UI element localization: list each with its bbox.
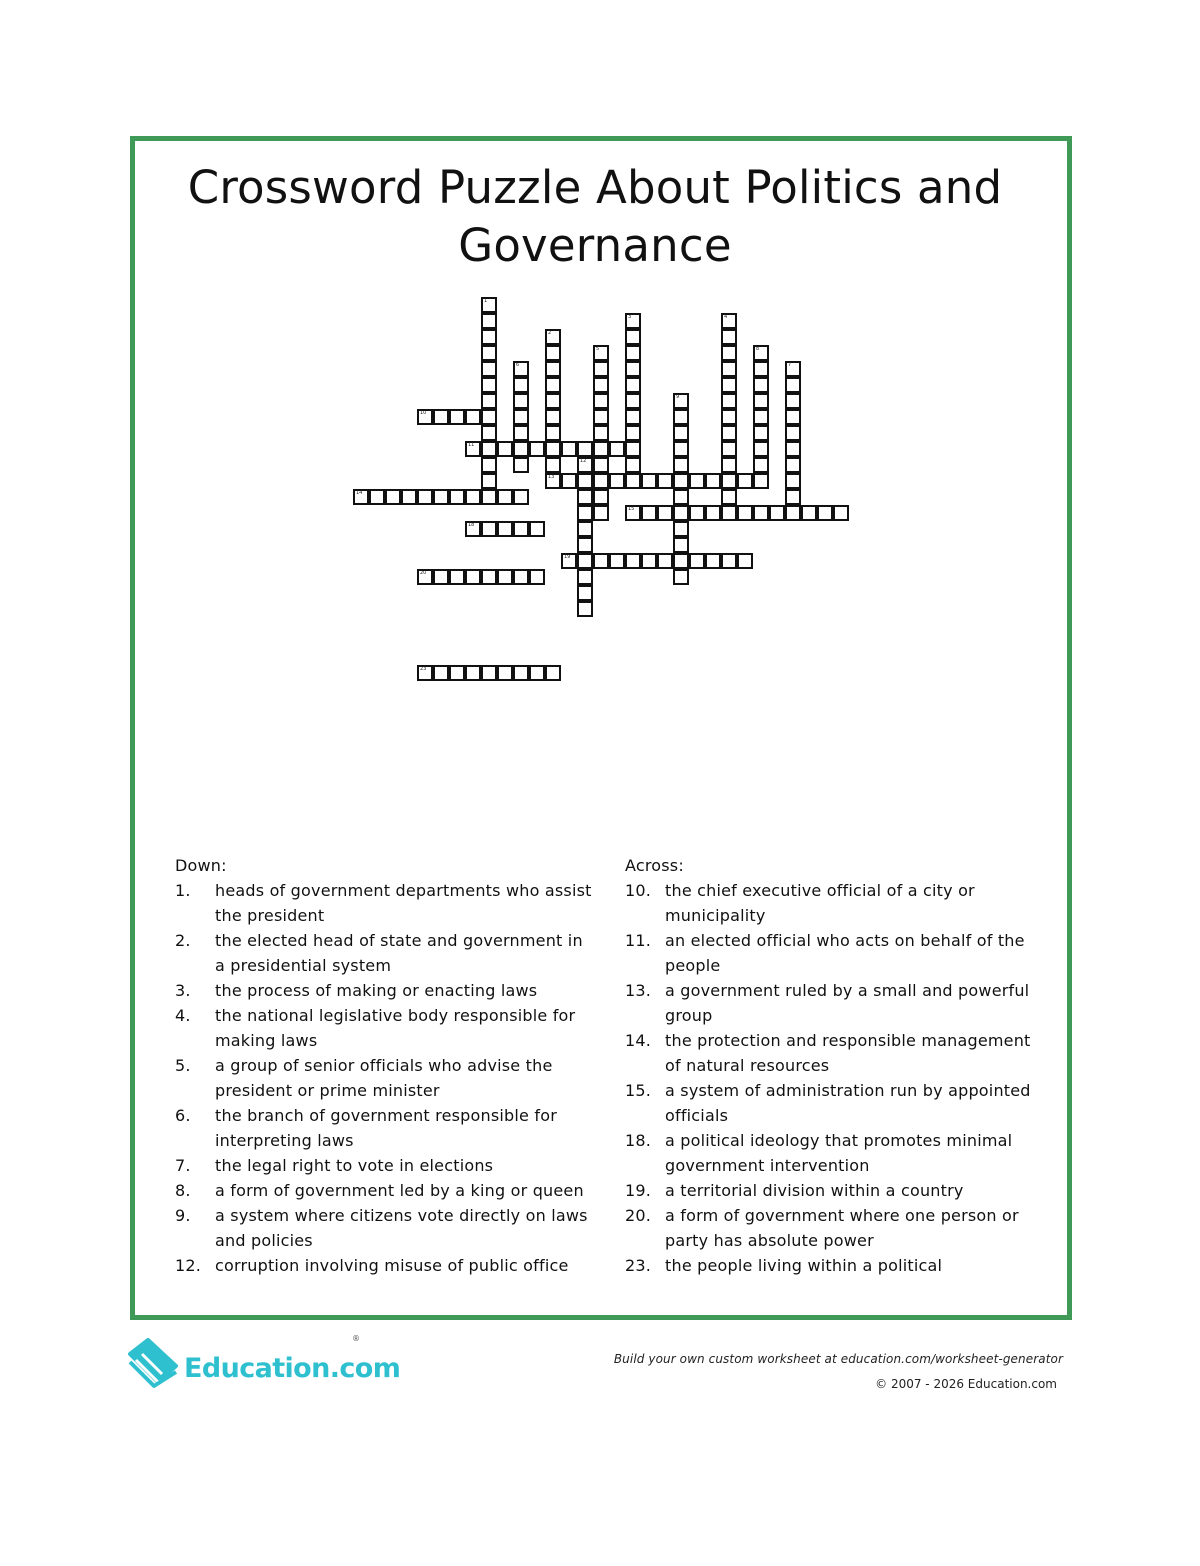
crossword-cell[interactable] [529, 521, 545, 537]
down-clue-list [175, 878, 595, 1278]
cell-number: 13 [548, 474, 555, 480]
crossword-cell[interactable] [593, 345, 609, 361]
crossword-cell[interactable] [721, 553, 737, 569]
clue-number: 6. [175, 1106, 191, 1125]
crossword-cell[interactable] [673, 569, 689, 585]
crossword-cell[interactable] [353, 489, 369, 505]
crossword-cell[interactable] [609, 553, 625, 569]
crossword-cell[interactable] [753, 505, 769, 521]
crossword-cell[interactable] [545, 409, 561, 425]
crossword-cell[interactable] [593, 377, 609, 393]
crossword-cell[interactable] [737, 553, 753, 569]
crossword-cell[interactable] [369, 489, 385, 505]
clue-item [175, 928, 595, 978]
crossword-cell[interactable] [801, 505, 817, 521]
cell-number: 11 [468, 442, 475, 448]
crossword-cell[interactable] [561, 553, 577, 569]
crossword-cell[interactable] [577, 521, 593, 537]
crossword-cell[interactable] [593, 441, 609, 457]
clue-item [175, 1253, 595, 1278]
crossword-cell[interactable] [545, 425, 561, 441]
crossword-cell[interactable] [721, 329, 737, 345]
crossword-cell[interactable] [481, 329, 497, 345]
crossword-cell[interactable] [721, 393, 737, 409]
clue-number: 11. [625, 931, 652, 950]
crossword-cell[interactable] [833, 505, 849, 521]
crossword-cell[interactable] [465, 665, 481, 681]
clue-item [175, 1103, 595, 1153]
crossword-cell[interactable] [721, 457, 737, 473]
crossword-cell[interactable] [481, 473, 497, 489]
crossword-cell[interactable] [721, 345, 737, 361]
crossword-cell[interactable] [625, 329, 641, 345]
clue-text: a government ruled by a small and powerful group [665, 981, 1030, 1025]
crossword-cell[interactable] [705, 473, 721, 489]
crossword-cell[interactable] [385, 489, 401, 505]
crossword-cell[interactable] [497, 665, 513, 681]
clue-text: an elected official who acts on behalf of the people [665, 931, 1025, 975]
crossword-cell[interactable] [673, 409, 689, 425]
clue-number: 18. [625, 1131, 652, 1150]
clue-text: a system of administration run by appointed officials [665, 1081, 1031, 1125]
crossword-cell[interactable] [481, 313, 497, 329]
crossword-cell[interactable] [545, 441, 561, 457]
crossword-cell[interactable] [785, 377, 801, 393]
crossword-cell[interactable] [753, 409, 769, 425]
clue-text: a territorial division within a country [665, 1181, 964, 1200]
crossword-cell[interactable] [449, 665, 465, 681]
crossword-cell[interactable] [481, 521, 497, 537]
crossword-cell[interactable] [577, 585, 593, 601]
cell-number: 3 [628, 314, 632, 320]
crossword-cell[interactable] [785, 409, 801, 425]
clue-item [625, 1028, 1050, 1078]
crossword-cell[interactable] [673, 441, 689, 457]
crossword-cell[interactable] [753, 425, 769, 441]
crossword-cell[interactable] [641, 473, 657, 489]
crossword-cell[interactable] [481, 377, 497, 393]
clue-number: 19. [625, 1181, 652, 1200]
cell-number: 18 [468, 522, 475, 528]
clue-item [175, 1178, 595, 1203]
clue-item [175, 878, 595, 928]
clue-text: a system where citizens vote directly on laws and policies [215, 1206, 588, 1250]
clue-text: the chief executive official of a city or municipality [665, 881, 975, 925]
crossword-cell[interactable] [497, 569, 513, 585]
crossword-cell[interactable] [785, 441, 801, 457]
crossword-cell[interactable] [785, 393, 801, 409]
clue-item [175, 1003, 595, 1053]
crossword-cell[interactable] [545, 457, 561, 473]
crossword-cell[interactable] [593, 553, 609, 569]
across-heading: Across: [625, 856, 684, 875]
cell-number: 12 [580, 458, 587, 464]
clue-item [625, 1253, 1050, 1278]
crossword-cell[interactable] [561, 473, 577, 489]
cell-number: 23 [420, 666, 427, 672]
crossword-cell[interactable] [481, 441, 497, 457]
crossword-cell[interactable] [545, 345, 561, 361]
across-clue-list [625, 878, 1050, 1278]
crossword-cell[interactable] [625, 409, 641, 425]
crossword-cell[interactable] [513, 457, 529, 473]
cell-number: 19 [564, 554, 571, 560]
crossword-cell[interactable] [785, 489, 801, 505]
crossword-cell[interactable] [817, 505, 833, 521]
crossword-cell[interactable] [497, 489, 513, 505]
clue-number: 4. [175, 1006, 191, 1025]
crossword-cell[interactable] [721, 377, 737, 393]
clue-text: the people living within a political [665, 1256, 943, 1275]
clue-text: the legal right to vote in elections [215, 1156, 494, 1175]
crossword-cell[interactable] [497, 521, 513, 537]
crossword-cell[interactable] [481, 489, 497, 505]
crossword-cell[interactable] [721, 425, 737, 441]
crossword-cell[interactable] [753, 361, 769, 377]
crossword-cell[interactable] [689, 473, 705, 489]
cell-number: 5 [596, 346, 600, 352]
clue-item [175, 978, 595, 1003]
crossword-cell[interactable] [465, 489, 481, 505]
crossword-cell[interactable] [657, 553, 673, 569]
crossword-cell[interactable] [545, 665, 561, 681]
crossword-cell[interactable] [673, 393, 689, 409]
clue-item [625, 878, 1050, 928]
cell-number: 7 [788, 362, 792, 368]
crossword-cell[interactable] [577, 601, 593, 617]
clue-item [175, 1203, 595, 1253]
education-logo-icon [126, 1336, 182, 1392]
crossword-cell[interactable] [609, 441, 625, 457]
cell-number: 1 [484, 298, 488, 304]
crossword-cell[interactable] [513, 489, 529, 505]
crossword-cell[interactable] [465, 409, 481, 425]
crossword-cell[interactable] [513, 521, 529, 537]
crossword-cell[interactable] [657, 505, 673, 521]
crossword-cell[interactable] [577, 489, 593, 505]
clue-item [625, 1128, 1050, 1178]
crossword-cell[interactable] [753, 473, 769, 489]
crossword-cell[interactable] [417, 409, 433, 425]
clue-number: 23. [625, 1256, 652, 1275]
crossword-cell[interactable] [689, 505, 705, 521]
clue-number: 13. [625, 981, 652, 1000]
crossword-cell[interactable] [481, 569, 497, 585]
crossword-cell[interactable] [625, 425, 641, 441]
clue-text: a form of government where one person or party has absolute power [665, 1206, 1019, 1250]
crossword-cell[interactable] [577, 473, 593, 489]
crossword-cell[interactable] [593, 393, 609, 409]
clue-item [625, 1203, 1050, 1253]
cell-number: 20 [420, 570, 427, 576]
crossword-cell[interactable] [545, 393, 561, 409]
crossword-cell[interactable] [625, 457, 641, 473]
crossword-cell[interactable] [753, 441, 769, 457]
crossword-cell[interactable] [513, 665, 529, 681]
clue-item [625, 928, 1050, 978]
down-heading: Down: [175, 856, 227, 875]
crossword-cell[interactable] [705, 553, 721, 569]
clue-text: heads of government departments who assist the president [215, 881, 592, 925]
clue-item [625, 978, 1050, 1028]
crossword-cell[interactable] [593, 425, 609, 441]
crossword-cell[interactable] [417, 569, 433, 585]
crossword-cell[interactable] [529, 441, 545, 457]
crossword-cell[interactable] [481, 345, 497, 361]
crossword-cell[interactable] [481, 297, 497, 313]
crossword-cell[interactable] [625, 313, 641, 329]
crossword-cell[interactable] [673, 473, 689, 489]
crossword-cell[interactable] [577, 457, 593, 473]
down-clues [175, 853, 595, 1278]
crossword-cell[interactable] [721, 505, 737, 521]
crossword-cell[interactable] [625, 393, 641, 409]
crossword-cell[interactable] [673, 457, 689, 473]
logo-text: Education.com [184, 1353, 401, 1384]
crossword-cell[interactable] [417, 665, 433, 681]
crossword-cell[interactable] [641, 505, 657, 521]
crossword-cell[interactable] [625, 345, 641, 361]
crossword-cell[interactable] [625, 361, 641, 377]
crossword-cell[interactable] [481, 409, 497, 425]
crossword-cell[interactable] [593, 473, 609, 489]
crossword-cell[interactable] [705, 505, 721, 521]
clue-number: 12. [175, 1256, 202, 1275]
worksheet-frame [130, 136, 1072, 1320]
crossword-cell[interactable] [625, 505, 641, 521]
crossword-cell[interactable] [721, 409, 737, 425]
clue-number: 5. [175, 1056, 191, 1075]
crossword-cell[interactable] [721, 473, 737, 489]
cell-number: 9 [676, 394, 680, 400]
crossword-cell[interactable] [481, 425, 497, 441]
clue-text: corruption involving misuse of public office [215, 1256, 569, 1275]
clue-number: 2. [175, 931, 191, 950]
cell-number: 2 [548, 330, 552, 336]
crossword-cell[interactable] [673, 521, 689, 537]
crossword-cell[interactable] [785, 361, 801, 377]
crossword-cell[interactable] [785, 425, 801, 441]
crossword-cell[interactable] [449, 489, 465, 505]
clue-text: the national legislative body responsible for making laws [215, 1006, 576, 1050]
crossword-cell[interactable] [545, 361, 561, 377]
cell-number: 10 [420, 410, 427, 416]
crossword-cell[interactable] [625, 441, 641, 457]
clue-item [175, 1153, 595, 1178]
crossword-cell[interactable] [721, 441, 737, 457]
crossword-cell[interactable] [753, 345, 769, 361]
crossword-cell[interactable] [401, 489, 417, 505]
crossword-cell[interactable] [625, 473, 641, 489]
crossword-cell[interactable] [593, 361, 609, 377]
crossword-cell[interactable] [657, 473, 673, 489]
clue-item [625, 1178, 1050, 1203]
clue-text: the elected head of state and government in a presidential system [215, 931, 583, 975]
crossword-cell[interactable] [593, 409, 609, 425]
cell-number: 8 [756, 346, 760, 352]
crossword-cell[interactable] [529, 665, 545, 681]
across-clues [625, 853, 1050, 1278]
crossword-cell[interactable] [785, 505, 801, 521]
crossword-cell[interactable] [737, 473, 753, 489]
crossword-cell[interactable] [433, 489, 449, 505]
crossword-cell[interactable] [625, 377, 641, 393]
crossword-cell[interactable] [433, 665, 449, 681]
crossword-cell[interactable] [625, 553, 641, 569]
clue-number: 20. [625, 1206, 652, 1225]
crossword-cell[interactable] [513, 377, 529, 393]
crossword-cell[interactable] [753, 457, 769, 473]
crossword-cell[interactable] [641, 553, 657, 569]
crossword-cell[interactable] [513, 361, 529, 377]
clue-text: a form of government led by a king or queen [215, 1181, 584, 1200]
crossword-cell[interactable] [577, 505, 593, 521]
clue-number: 3. [175, 981, 191, 1000]
crossword-cell[interactable] [513, 409, 529, 425]
crossword-cell[interactable] [737, 505, 753, 521]
crossword-cell[interactable] [673, 553, 689, 569]
crossword-cell[interactable] [497, 441, 513, 457]
crossword-cell[interactable] [577, 537, 593, 553]
footer-note[interactable]: Build your own custom worksheet at education.com/worksheet-generator [613, 1352, 1063, 1366]
cell-number: 4 [724, 314, 728, 320]
crossword-cell[interactable] [465, 521, 481, 537]
crossword-cell[interactable] [673, 425, 689, 441]
clue-item [175, 1053, 595, 1103]
crossword-cell[interactable] [785, 457, 801, 473]
clue-number: 10. [625, 881, 652, 900]
crossword-cell[interactable] [513, 425, 529, 441]
crossword-cell[interactable] [545, 329, 561, 345]
cell-number: 14 [356, 490, 363, 496]
crossword-cell[interactable] [753, 393, 769, 409]
crossword-cell[interactable] [673, 489, 689, 505]
clue-text: the process of making or enacting laws [215, 981, 538, 1000]
clue-text: a political ideology that promotes minimal government intervention [665, 1131, 1013, 1175]
crossword-cell[interactable] [513, 569, 529, 585]
crossword-cell[interactable] [529, 569, 545, 585]
footer [0, 1320, 1200, 1420]
crossword-cell[interactable] [545, 377, 561, 393]
crossword-cell[interactable] [593, 505, 609, 521]
clue-text: the branch of government responsible for interpreting laws [215, 1106, 557, 1150]
crossword-cell[interactable] [785, 473, 801, 489]
crossword-cell[interactable] [545, 473, 561, 489]
crossword-cell[interactable] [481, 665, 497, 681]
clue-number: 14. [625, 1031, 652, 1050]
crossword-cell[interactable] [513, 393, 529, 409]
cell-number: 15 [628, 506, 635, 512]
crossword-cell[interactable] [481, 393, 497, 409]
clue-text: the protection and responsible management of natural resources [665, 1031, 1031, 1075]
clue-number: 1. [175, 881, 191, 900]
crossword-cell[interactable] [465, 569, 481, 585]
crossword-cell[interactable] [721, 361, 737, 377]
crossword-cell[interactable] [417, 489, 433, 505]
crossword-cell[interactable] [577, 553, 593, 569]
registered-mark: ® [352, 1334, 360, 1343]
crossword-cell[interactable] [673, 505, 689, 521]
crossword-cell[interactable] [433, 569, 449, 585]
page-title: Crossword Puzzle About Politics and Governance [187, 161, 1003, 272]
crossword-cell[interactable] [753, 377, 769, 393]
crossword-cell[interactable] [433, 409, 449, 425]
crossword-cell[interactable] [561, 441, 577, 457]
crossword-cell[interactable] [577, 441, 593, 457]
crossword-cell[interactable] [449, 569, 465, 585]
clue-number: 8. [175, 1181, 191, 1200]
crossword-cell[interactable] [481, 361, 497, 377]
crossword-cell[interactable] [609, 473, 625, 489]
crossword-cell[interactable] [577, 569, 593, 585]
cell-number: 6 [516, 362, 520, 368]
crossword-cell[interactable] [513, 441, 529, 457]
crossword-grid [135, 141, 1067, 841]
crossword-cell[interactable] [769, 505, 785, 521]
clue-item [625, 1078, 1050, 1128]
crossword-cell[interactable] [673, 537, 689, 553]
crossword-cell[interactable] [593, 489, 609, 505]
crossword-cell[interactable] [721, 313, 737, 329]
clue-number: 7. [175, 1156, 191, 1175]
crossword-cell[interactable] [721, 489, 737, 505]
crossword-cell[interactable] [689, 553, 705, 569]
clue-number: 9. [175, 1206, 191, 1225]
crossword-cell[interactable] [465, 441, 481, 457]
crossword-cell[interactable] [449, 409, 465, 425]
copyright: © 2007 - 2026 Education.com [875, 1377, 1057, 1391]
education-logo[interactable] [126, 1330, 401, 1390]
crossword-cell[interactable] [593, 457, 609, 473]
crossword-cell[interactable] [481, 457, 497, 473]
clue-number: 15. [625, 1081, 652, 1100]
clue-text: a group of senior officials who advise the president or prime minister [215, 1056, 553, 1100]
